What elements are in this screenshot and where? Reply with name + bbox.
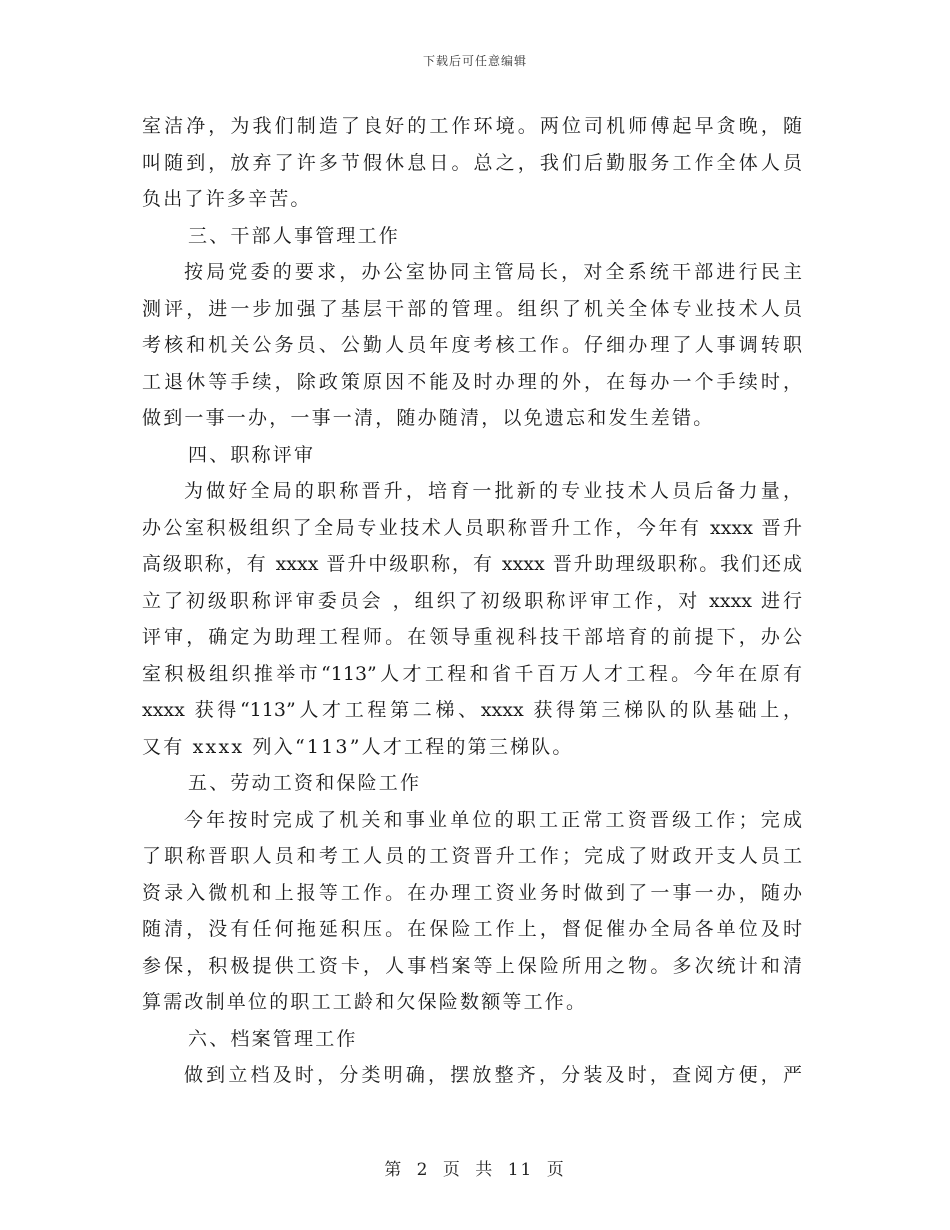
paragraph-line: 为做好全局的职称晋升，培育一批新的专业技术人员后备力量， (184, 480, 802, 502)
paragraph-line: 办公室积极组织了全局专业技术人员职称晋升工作，今年有 xxxx 晋升 (142, 516, 802, 539)
paragraph-line: 高级职称，有 xxxx 晋升中级职称，有 xxxx 晋升助理级职称。我们还成 (142, 553, 802, 575)
paragraph-line: 算需改制单位的职工工龄和欠保险数额等工作。 (142, 991, 588, 1013)
paragraph-line: 了职称晋职人员和考工人员的工资晋升工作；完成了财政开支人员工 (142, 845, 802, 867)
page-header-note: 下载后可任意编辑 (422, 54, 527, 68)
paragraph-line: 室积极组织推举市“113”人才工程和省千百万人才工程。今年在原有 (142, 662, 802, 685)
paragraph-line: 随清，没有任何拖延积压。在保险工作上，督促催办全局各单位及时 (142, 918, 802, 940)
paragraph-line: 参保，积极提供工资卡，人事档案等上保险所用之物。多次统计和清 (142, 954, 802, 977)
paragraph-line: 立了初级职称评审委员会 ，组织了初级职称评审工作，对 xxxx 进行 (142, 589, 802, 612)
paragraph-line: 测评，进一步加强了基层干部的管理。组织了机关全体专业技术人员 (142, 297, 802, 320)
paragraph-line: 做到立档及时，分类明确，摆放整齐，分装及时，查阅方便，严 (184, 1064, 802, 1086)
paragraph-line: xxxx 获得“113”人才工程第二梯、xxxx 获得第三梯队的队基础上， (142, 699, 802, 721)
document-body (142, 108, 802, 1094)
paragraph-line: 叫随到，放弃了许多节假休息日。总之，我们后勤服务工作全体人员 (142, 151, 802, 174)
paragraph-line: 室洁净，为我们制造了良好的工作环境。两位司机师傅起早贪晚，随 (142, 115, 802, 137)
paragraph-line: 资录入微机和上报等工作。在办理工资业务时做到了一事一办，随办 (142, 881, 802, 904)
page-footer: 第 2 页 共 11 页 (384, 1160, 566, 1180)
paragraph-line: 工退休等手续，除政策原因不能及时办理的外，在每办一个手续时， (142, 370, 802, 393)
section-heading: 六、档案管理工作 (188, 1027, 358, 1050)
paragraph-line: 做到一事一办，一事一清，随办随清，以免遗忘和发生差错。 (142, 407, 715, 429)
paragraph-line: 考核和机关公务员、公勤人员年度考核工作。仔细办理了人事调转职 (142, 334, 802, 356)
section-heading: 三、干部人事管理工作 (188, 224, 401, 247)
paragraph-line: 评审，确定为助理工程师。在领导重视科技干部培育的前提下，办公 (142, 626, 802, 648)
section-heading: 五、劳动工资和保险工作 (188, 772, 422, 794)
paragraph-line: 今年按时完成了机关和事业单位的职工正常工资晋级工作；完成 (184, 808, 802, 831)
paragraph-line: 负出了许多辛苦。 (142, 188, 312, 210)
paragraph-line: 按局党委的要求，办公室协同主管局长，对全系统干部进行民主 (184, 261, 802, 283)
paragraph-line: 又有 xxxx 列入“113”人才工程的第三梯队。 (142, 735, 574, 758)
section-heading: 四、职称评审 (188, 443, 316, 466)
